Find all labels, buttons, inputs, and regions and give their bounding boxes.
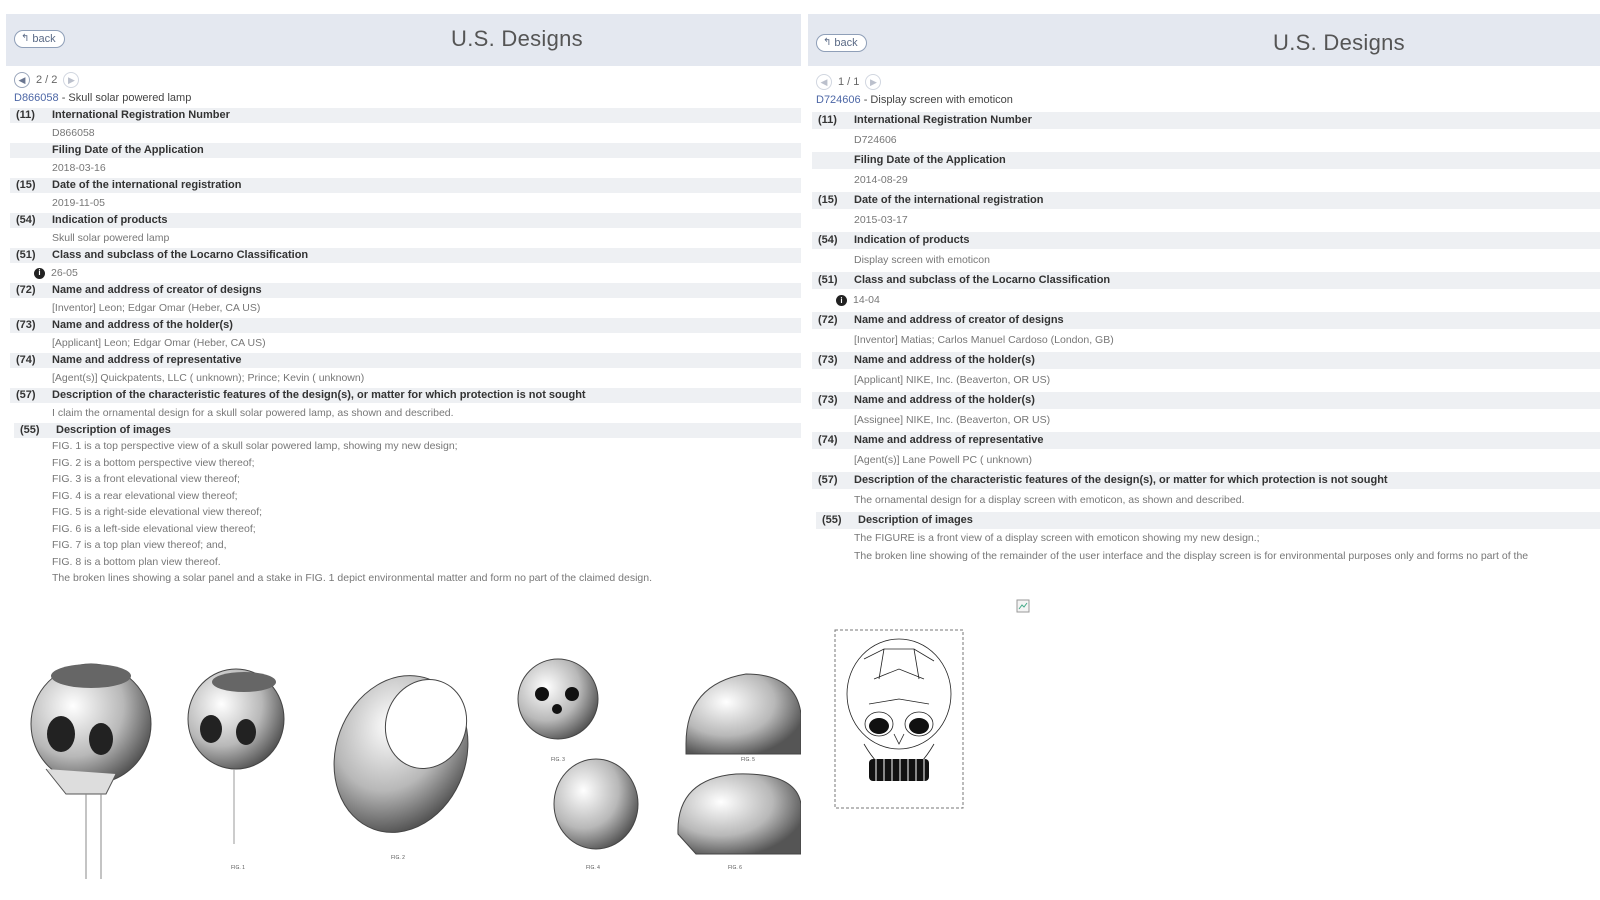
skull-fig4-icon (554, 759, 638, 871)
field-label: Class and subclass of the Locarno Classification (854, 274, 1111, 286)
field-label: Name and address of creator of designs (52, 284, 262, 296)
field-value (10, 263, 801, 283)
field-row (808, 312, 1600, 352)
field-label: Indication of products (52, 214, 168, 226)
field-header (812, 232, 1600, 249)
image-description-line: FIG. 7 is a top plan view thereof; and, (52, 539, 227, 551)
field-label: Description of images (858, 514, 973, 526)
field-code: (11) (16, 109, 35, 121)
field-row (808, 392, 1600, 432)
field-code: (51) (818, 274, 838, 286)
field-code: (73) (16, 319, 36, 331)
svg-text:FIG. 1: FIG. 1 (231, 865, 245, 871)
field-value: Display screen with emoticon (854, 254, 990, 266)
field-code: (73) (818, 394, 838, 406)
field-value: [Applicant] Leon; Edgar Omar (Heber, CA US) (52, 337, 266, 349)
field-list (808, 112, 1600, 512)
field-label: Description of images (56, 424, 171, 436)
svg-text:FIG. 6: FIG. 6 (728, 865, 742, 871)
field-value: 2018-03-16 (52, 162, 106, 174)
image-description-line: The broken lines showing a solar panel and a stake in FIG. 1 depict environmental matter and form no part of the claimed design. (52, 572, 652, 584)
image-description-line: FIG. 6 is a left-side elevational view thereof; (52, 522, 256, 535)
field-header (10, 213, 801, 228)
field-row (6, 318, 801, 353)
field-row (808, 352, 1600, 392)
skull-fig1b-icon (188, 669, 284, 871)
field-label: Name and address of representative (52, 354, 242, 366)
image-description-line: FIG. 5 is a right-side elevational view thereof; (52, 506, 263, 518)
field-header (10, 143, 801, 158)
image-description-line: The FIGURE is a front view of a display screen with emoticon showing my new design.; (854, 532, 1260, 544)
back-arrow-icon: ↰ (823, 37, 832, 48)
field-label: Date of the international registration (52, 179, 242, 191)
record-name: - Skull solar powered lamp (58, 92, 192, 104)
page-title: U.S. Designs (1273, 30, 1405, 55)
page-counter: 2 / 2 (36, 74, 58, 86)
field-value: [Agent(s)] Quickpatents, LLC ( unknown); Prince; Kevin ( unknown) (52, 372, 365, 384)
field-label: International Registration Number (52, 109, 230, 121)
field-header (812, 352, 1600, 369)
field-header (812, 112, 1600, 129)
field-row (6, 248, 801, 283)
images-section (812, 512, 1600, 565)
image-description-line: FIG. 2 is a bottom perspective view thereof; (52, 456, 255, 469)
info-icon[interactable]: i (34, 268, 45, 279)
images-section (10, 423, 801, 587)
record-title (14, 92, 801, 104)
field-header (10, 108, 801, 123)
field-value: D866058 (52, 127, 95, 139)
field-list (6, 108, 801, 423)
back-button[interactable] (14, 30, 65, 48)
field-label: Name and address of the holder(s) (52, 319, 233, 331)
svg-text:FIG. 5: FIG. 5 (741, 757, 755, 763)
next-page-icon[interactable]: ▶ (865, 74, 881, 90)
field-value: Skull solar powered lamp (52, 232, 170, 244)
field-label: Date of the international registration (854, 194, 1044, 206)
back-label: back (32, 33, 56, 45)
design-drawings (6, 654, 801, 894)
field-row (808, 112, 1600, 152)
skull-fig6-icon (678, 774, 801, 871)
field-row (6, 108, 801, 143)
image-description-line: FIG. 4 is a rear elevational view thereof; (52, 489, 238, 502)
header-bar (6, 14, 801, 66)
field-header (10, 318, 801, 333)
field-row (6, 353, 801, 388)
field-value: 2019-11-05 (52, 197, 105, 209)
image-description-line: FIG. 1 is a top perspective view of a skull solar powered lamp, showing my new design; (52, 440, 458, 452)
field-value (812, 289, 1600, 312)
skull-fig2-icon (313, 657, 490, 861)
field-header (14, 423, 801, 438)
skull-fig3-icon (518, 659, 598, 763)
field-row (808, 432, 1600, 472)
field-code (812, 152, 854, 169)
field-value: 2014-08-29 (854, 174, 908, 186)
right-record-panel (808, 14, 1600, 894)
field-header (10, 248, 801, 263)
skull-fig1-icon (31, 664, 151, 879)
field-code: (55) (822, 514, 842, 526)
field-label: Class and subclass of the Locarno Classification (52, 249, 309, 261)
info-icon[interactable]: i (836, 295, 847, 306)
svg-text:FIG. 2: FIG. 2 (391, 855, 405, 861)
field-header (10, 353, 801, 368)
field-label: Description of the characteristic features of the design(s), or matter for which protection is not sought (52, 389, 586, 401)
field-header (10, 283, 801, 298)
field-code: (57) (16, 389, 36, 401)
back-label: back (834, 37, 858, 49)
record-id-link[interactable]: D866058 (14, 92, 59, 104)
field-row (6, 143, 801, 178)
field-label: Name and address of representative (854, 434, 1044, 446)
field-value: [Inventor] Matias; Carlos Manuel Cardoso (London, GB) (854, 334, 1114, 346)
field-row (6, 283, 801, 318)
field-code: (73) (818, 354, 838, 366)
field-header (10, 178, 801, 193)
left-record-panel (6, 14, 801, 894)
field-label: Filing Date of the Application (52, 144, 204, 156)
back-button[interactable] (816, 34, 867, 52)
field-value: D724606 (854, 134, 897, 146)
field-code: (72) (818, 314, 838, 326)
field-header (812, 472, 1600, 489)
record-id-link[interactable]: D724606 (816, 94, 861, 106)
field-code: (51) (16, 249, 36, 261)
field-row (6, 213, 801, 248)
field-code: (54) (16, 214, 36, 226)
prev-page-icon[interactable]: ◀ (14, 72, 30, 88)
field-value: I claim the ornamental design for a skull solar powered lamp, as shown and described. (52, 407, 454, 419)
image-description-line: FIG. 8 is a bottom plan view thereof. (52, 555, 221, 568)
field-code: (57) (818, 474, 838, 486)
field-header (812, 152, 1600, 169)
field-value: 2015-03-17 (854, 214, 908, 226)
field-value: The ornamental design for a display screen with emoticon, as shown and described. (854, 494, 1245, 506)
field-label: Name and address of creator of designs (854, 314, 1064, 326)
broken-image-icon (1016, 599, 1030, 613)
field-row (6, 388, 801, 423)
field-value-text: 26-05 (51, 267, 78, 279)
field-header (10, 388, 801, 403)
field-row (808, 272, 1600, 312)
field-row (6, 178, 801, 213)
page-title: U.S. Designs (451, 26, 583, 51)
field-code: (55) (20, 424, 40, 436)
skull-emoticon-drawing (834, 629, 964, 809)
next-page-icon[interactable]: ▶ (63, 72, 79, 88)
field-value: [Assignee] NIKE, Inc. (Beaverton, OR US) (854, 414, 1051, 426)
field-header (816, 512, 1600, 529)
back-arrow-icon: ↰ (21, 33, 30, 44)
field-row (808, 152, 1600, 192)
image-description-line: The broken line showing of the remainder of the user interface and the display screen is for environmental purposes only and forms no part of the (854, 550, 1529, 562)
field-header (812, 192, 1600, 209)
field-label: Filing Date of the Application (854, 154, 1006, 166)
field-header (812, 392, 1600, 409)
field-code: (15) (16, 179, 36, 191)
field-value: [Applicant] NIKE, Inc. (Beaverton, OR US) (854, 374, 1051, 386)
pager (14, 72, 801, 88)
prev-page-icon[interactable]: ◀ (816, 74, 832, 90)
field-code: (74) (818, 434, 838, 446)
field-header (812, 312, 1600, 329)
field-row (808, 472, 1600, 512)
header-bar (808, 14, 1600, 66)
field-value: [Agent(s)] Lane Powell PC ( unknown) (854, 454, 1033, 466)
field-value-text: 14-04 (853, 294, 880, 306)
field-header (812, 272, 1600, 289)
field-label: Indication of products (854, 234, 970, 246)
field-label: Description of the characteristic features of the design(s), or matter for which protection is not sought (854, 474, 1388, 486)
field-label: International Registration Number (854, 114, 1032, 126)
image-description-line: FIG. 3 is a front elevational view thereof; (52, 473, 240, 485)
field-code (10, 143, 52, 158)
field-code: (74) (16, 354, 36, 366)
field-code: (54) (818, 234, 838, 246)
svg-text:FIG. 3: FIG. 3 (551, 757, 565, 763)
field-code: (11) (818, 114, 837, 126)
field-value: [Inventor] Leon; Edgar Omar (Heber, CA US) (52, 302, 261, 314)
skull-fig5-icon (686, 674, 801, 763)
field-header (812, 432, 1600, 449)
field-label: Name and address of the holder(s) (854, 394, 1035, 406)
pager (816, 74, 1600, 90)
record-name: - Display screen with emoticon (860, 94, 1013, 106)
page-counter: 1 / 1 (838, 76, 860, 88)
field-code: (15) (818, 194, 838, 206)
field-code: (72) (16, 284, 36, 296)
svg-text:FIG. 4: FIG. 4 (586, 865, 600, 871)
record-title (816, 94, 1600, 106)
field-row (808, 232, 1600, 272)
field-label: Name and address of the holder(s) (854, 354, 1035, 366)
field-row (808, 192, 1600, 232)
